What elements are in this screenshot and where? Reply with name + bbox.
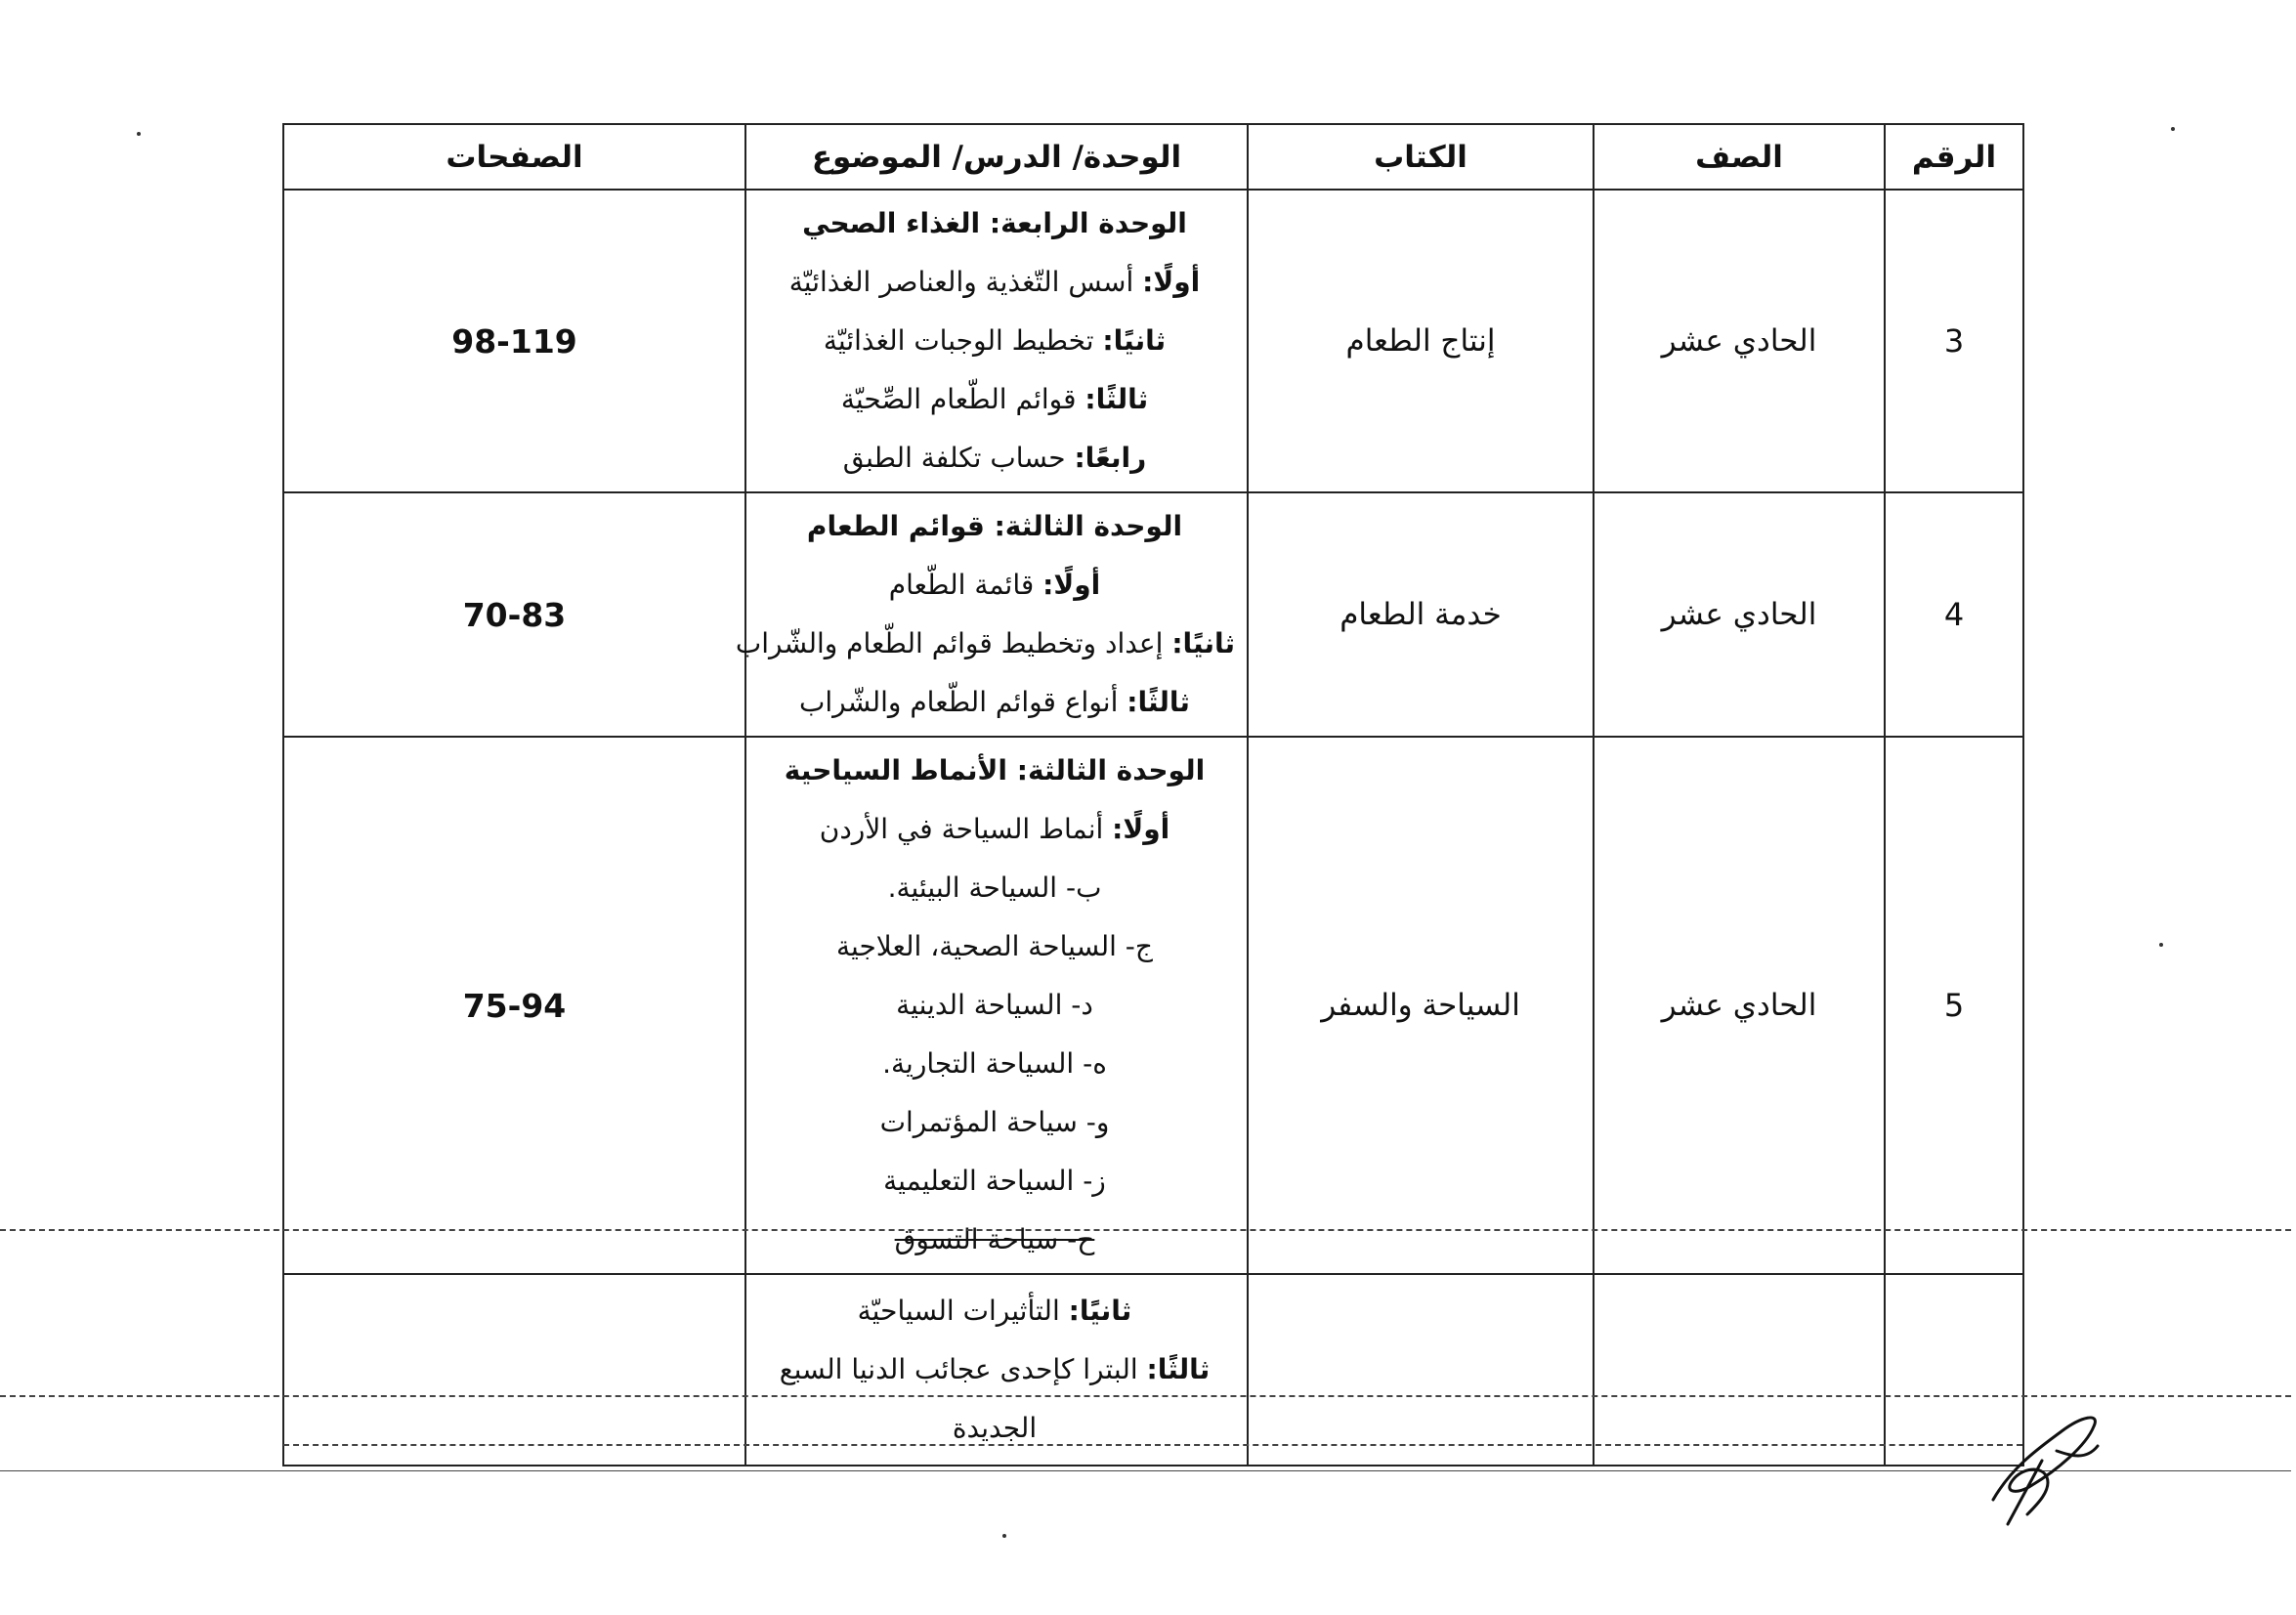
row-topic bbox=[735, 492, 1248, 737]
lesson-line bbox=[754, 312, 1235, 370]
lesson-line: ز- السياحة التعليمية bbox=[883, 1165, 1106, 1197]
lesson-text: التأثيرات السياحيّة bbox=[857, 1295, 1069, 1327]
table-row bbox=[283, 1274, 2023, 1466]
scan-artifact-line bbox=[0, 1470, 2291, 1471]
header-number: الرقم bbox=[1885, 124, 2023, 190]
lesson-line: الجديدة bbox=[952, 1412, 1038, 1444]
lesson-text: أنماط السياحة في الأردن bbox=[819, 813, 1113, 845]
row-number: 5 bbox=[1885, 737, 2023, 1274]
unit-title: الوحدة الرابعة: الغذاء الصحي bbox=[802, 207, 1187, 239]
scan-artifact-dot bbox=[2171, 127, 2175, 131]
row-pages: 70-83 bbox=[283, 492, 745, 737]
row-number: 3 bbox=[1885, 190, 2023, 492]
lesson-plan-table bbox=[282, 123, 2024, 1466]
header-book: الكتاب bbox=[1248, 124, 1594, 190]
lesson-text: إعداد وتخطيط قوائم الطّعام والشّراب bbox=[735, 627, 1172, 659]
lesson-line bbox=[754, 800, 1235, 859]
lesson-line bbox=[735, 615, 1235, 673]
row-grade: الحادي عشر bbox=[1594, 190, 1885, 492]
lesson-text: أنواع قوائم الطّعام والشّراب bbox=[799, 686, 1127, 718]
row-book: السياحة والسفر bbox=[1248, 737, 1594, 1274]
lesson-line bbox=[754, 556, 1235, 615]
unit-title: الوحدة الثالثة: الأنماط السياحية bbox=[784, 754, 1206, 786]
row-grade bbox=[1594, 1274, 1885, 1466]
table-row bbox=[283, 737, 2023, 1274]
row-book: إنتاج الطعام bbox=[1248, 190, 1594, 492]
row-topic bbox=[745, 1274, 1248, 1466]
lesson-line bbox=[754, 429, 1235, 488]
row-book: خدمة الطعام bbox=[1248, 492, 1594, 737]
lesson-label: رابعًا: bbox=[1074, 442, 1147, 474]
row-grade: الحادي عشر bbox=[1594, 737, 1885, 1274]
unit-title: الوحدة الثالثة: قوائم الطعام bbox=[806, 510, 1183, 542]
row-pages: 75-94 bbox=[283, 737, 745, 1274]
lesson-line: ب- السياحة البيئية. bbox=[887, 871, 1102, 904]
scan-artifact-line bbox=[0, 1395, 2291, 1397]
lesson-label: ثالثًا: bbox=[1146, 1353, 1211, 1385]
header-grade: الصف bbox=[1594, 124, 1885, 190]
lesson-line bbox=[754, 1340, 1235, 1399]
row-grade: الحادي عشر bbox=[1594, 492, 1885, 737]
row-topic bbox=[745, 190, 1248, 492]
table-header-row bbox=[283, 124, 2023, 190]
lesson-line: ح- سياحة التسوق bbox=[894, 1223, 1095, 1255]
signature-mark bbox=[1988, 1407, 2105, 1529]
lesson-text: قوائم الطّعام الصِّحيّة bbox=[840, 383, 1085, 415]
lesson-line bbox=[754, 253, 1235, 312]
lesson-label: ثانيًا: bbox=[1171, 627, 1235, 659]
lesson-text: أسس التّغذية والعناصر الغذائيّة bbox=[788, 266, 1143, 298]
lesson-text: البترا كإحدى عجائب الدنيا السبع bbox=[779, 1353, 1147, 1385]
scan-artifact-dot bbox=[1002, 1534, 1006, 1538]
lesson-label: أولًا: bbox=[1042, 569, 1101, 601]
lesson-line bbox=[754, 673, 1235, 732]
row-book bbox=[1248, 1274, 1594, 1466]
row-topic bbox=[745, 737, 1248, 1274]
scan-artifact-dot bbox=[2159, 943, 2163, 947]
lesson-label: أولًا: bbox=[1142, 266, 1201, 298]
lesson-text: قائمة الطّعام bbox=[888, 569, 1043, 601]
lesson-label: ثالثًا: bbox=[1084, 383, 1149, 415]
lesson-label: ثانيًا: bbox=[1068, 1295, 1132, 1327]
lesson-line: و- سياحة المؤتمرات bbox=[879, 1106, 1110, 1138]
scan-artifact-line bbox=[0, 1229, 2291, 1231]
lesson-label: ثانيًا: bbox=[1102, 324, 1167, 357]
lesson-line: ه- السياحة التجارية. bbox=[882, 1047, 1107, 1080]
header-pages: الصفحات bbox=[283, 124, 745, 190]
lesson-label: ثالثًا: bbox=[1127, 686, 1190, 718]
row-number: 4 bbox=[1885, 492, 2023, 737]
lesson-line bbox=[754, 1282, 1235, 1340]
header-topic: الوحدة/ الدرس/ الموضوع bbox=[745, 124, 1248, 190]
lesson-label: أولًا: bbox=[1112, 813, 1170, 845]
row-pages bbox=[283, 1274, 745, 1466]
lesson-line: ج- السياحة الصحية، العلاجية bbox=[836, 930, 1153, 962]
lesson-line bbox=[754, 370, 1235, 429]
table-row bbox=[283, 190, 2023, 492]
lesson-line: د- السياحة الدينية bbox=[896, 989, 1093, 1021]
table-row bbox=[283, 492, 2023, 737]
scan-artifact-dot bbox=[137, 132, 141, 136]
lesson-text: تخطيط الوجبات الغذائيّة bbox=[823, 324, 1103, 357]
row-pages: 98-119 bbox=[283, 190, 745, 492]
lesson-text: حساب تكلفة الطبق bbox=[842, 442, 1075, 474]
scan-artifact-line bbox=[283, 1444, 2022, 1446]
